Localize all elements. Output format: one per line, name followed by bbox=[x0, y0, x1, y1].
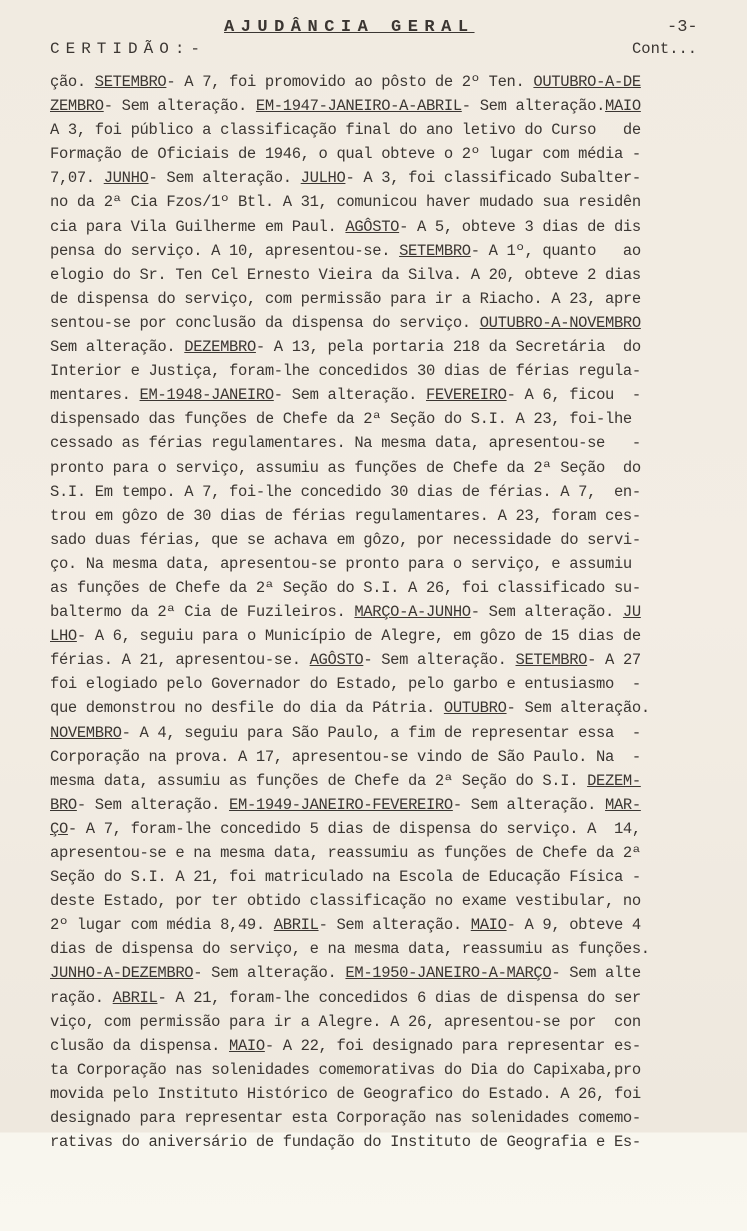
underlined-date-heading: AGÔSTO bbox=[345, 217, 400, 236]
underlined-date-heading: SETEMBRO bbox=[399, 241, 471, 260]
text-segment: - A 22, foi designado para representar es- bbox=[264, 1036, 641, 1055]
text-line bbox=[50, 407, 715, 431]
text-segment: ção. bbox=[50, 73, 95, 91]
underlined-date-heading: AGÔSTO bbox=[309, 651, 364, 670]
text-line bbox=[50, 745, 715, 769]
text-line bbox=[50, 865, 715, 889]
text-line bbox=[50, 528, 715, 552]
underlined-date-heading: DEZEMBRO bbox=[184, 338, 256, 357]
underlined-date-heading: JUNHO bbox=[103, 169, 149, 188]
text-segment: férias. A 21, apresentou-se. bbox=[50, 651, 310, 670]
text-line bbox=[50, 1130, 715, 1154]
text-segment: - A 6, ficou - bbox=[506, 386, 641, 405]
text-line bbox=[50, 600, 715, 624]
text-segment: clusão da dispensa. bbox=[50, 1036, 230, 1055]
text-segment: - A 5, obteve 3 dias de dis bbox=[399, 217, 641, 236]
text-segment: ço. Na mesma data, apresentou-se pronto para o serviço, e assumiu bbox=[50, 554, 632, 573]
text-segment: foi elogiado pelo Governador do Estado, pelo garbo e entusiasmo - bbox=[50, 675, 641, 694]
text-line bbox=[50, 672, 715, 696]
text-line bbox=[50, 335, 715, 359]
underlined-date-heading: NOVEMBRO bbox=[50, 723, 122, 742]
text-segment: elogio do Sr. Ten Cel Ernesto Vieira da Silva. A 20, obteve 2 dias bbox=[50, 265, 641, 284]
underlined-date-heading: MARÇO-A-JUNHO bbox=[354, 603, 471, 622]
underlined-date-heading: JULHO bbox=[300, 169, 346, 188]
underlined-date-heading: OUTUBRO-A-DE bbox=[533, 73, 641, 91]
text-segment: Corporação na prova. A 17, apresentou-se vindo de São Paulo. Na - bbox=[50, 747, 641, 766]
text-line bbox=[50, 359, 715, 383]
text-line bbox=[50, 817, 715, 841]
text-line bbox=[50, 166, 715, 190]
text-line bbox=[50, 118, 715, 142]
text-segment: Sem alteração. bbox=[50, 338, 185, 357]
text-segment: - Sem alteração. bbox=[103, 97, 256, 116]
underlined-date-heading: ÇO bbox=[50, 819, 68, 838]
section-label: CERTIDÃO:- bbox=[50, 40, 207, 58]
text-segment: - Sem alteração. bbox=[452, 795, 606, 814]
text-segment: no da 2ª Cia Fzos/1º Btl. A 31, comunicou haver mudado sua residên bbox=[50, 193, 641, 212]
text-segment: - Sem alteração. bbox=[148, 169, 301, 188]
document-title: AJUDÂNCIA GERAL bbox=[224, 18, 475, 37]
text-line bbox=[50, 94, 715, 118]
text-line bbox=[50, 239, 715, 263]
text-segment: deste Estado, por ter obtido classificação no exame vestibular, no bbox=[50, 892, 641, 911]
text-line bbox=[50, 215, 715, 239]
text-line bbox=[50, 287, 715, 311]
underlined-date-heading: BRO bbox=[50, 795, 77, 814]
underlined-date-heading: SETEMBRO bbox=[94, 73, 167, 91]
text-segment: apresentou-se e na mesma data, reassumiu as funções de Chefe da 2ª bbox=[50, 844, 641, 862]
text-segment: ração. bbox=[50, 988, 113, 1007]
text-segment: pronto para o serviço, assumiu as funções de Chefe da 2ª Seção do bbox=[50, 458, 641, 477]
text-line bbox=[50, 70, 715, 94]
text-segment: trou em gôzo de 30 dias de férias regulamentares. A 23, foram ces- bbox=[50, 506, 641, 525]
text-segment: dispensado das funções de Chefe da 2ª Seção do S.I. A 23, foi-lhe bbox=[50, 410, 632, 429]
text-segment: - Sem alteração. bbox=[273, 386, 426, 405]
text-segment: - A 3, foi classificado Subalter- bbox=[345, 169, 641, 188]
text-segment: - Sem alteração. bbox=[461, 97, 606, 116]
text-segment: rativas do aniversário de fundação do Instituto de Geografia e Es- bbox=[50, 1133, 641, 1152]
underlined-date-heading: EM-1948-JANEIRO bbox=[139, 386, 274, 405]
underlined-date-heading: JU bbox=[622, 603, 641, 622]
text-segment: cia para Vila Guilherme em Paul. bbox=[50, 217, 346, 236]
text-segment: - A 27 bbox=[587, 651, 641, 670]
text-segment: - Sem alte bbox=[551, 964, 641, 983]
underlined-date-heading: JUNHO-A-DEZEMBRO bbox=[50, 964, 194, 983]
text-segment: S.I. Em tempo. A 7, foi-lhe concedido 30 dias de férias. A 7, en- bbox=[50, 482, 641, 501]
underlined-date-heading: MAR- bbox=[605, 795, 641, 814]
text-line bbox=[50, 576, 715, 600]
text-line bbox=[50, 263, 715, 287]
text-line bbox=[50, 769, 715, 793]
underlined-date-heading: ZEMBRO bbox=[50, 97, 104, 116]
text-segment: que demonstrou no desfile do dia da Pátria. bbox=[50, 699, 444, 718]
text-segment: ta Corporação nas solenidades comemorativas do Dia do Capixaba,pro bbox=[50, 1060, 641, 1079]
underlined-date-heading: SETEMBRO bbox=[515, 651, 588, 670]
text-line bbox=[50, 1082, 715, 1106]
text-segment: viço, com permissão para ir a Alegre. A 26, apresentou-se por con bbox=[50, 1012, 641, 1031]
text-segment: sado duas férias, que se achava em gôzo, por necessidade do servi- bbox=[50, 530, 641, 549]
text-segment: - Sem alteração. bbox=[470, 603, 623, 622]
underlined-date-heading: ABRIL bbox=[273, 916, 319, 935]
underlined-date-heading: EM-1947-JANEIRO-A-ABRIL bbox=[255, 97, 462, 116]
text-segment: 7,07. bbox=[50, 169, 104, 188]
text-line bbox=[50, 1010, 715, 1034]
underlined-date-heading: MAIO bbox=[229, 1036, 265, 1055]
text-line bbox=[50, 383, 715, 407]
underlined-date-heading: EM-1950-JANEIRO-A-MARÇO bbox=[345, 964, 552, 983]
underlined-date-heading: ABRIL bbox=[112, 988, 158, 1007]
text-line bbox=[50, 986, 715, 1010]
text-segment: - A 7, foram-lhe concedido 5 dias de dispensa do serviço. A 14, bbox=[67, 819, 641, 838]
text-line bbox=[50, 1058, 715, 1082]
text-segment: as funções de Chefe da 2ª Seção do S.I. A 26, foi classificado su- bbox=[50, 578, 641, 597]
text-segment: - Sem alteração. bbox=[193, 964, 346, 983]
underlined-date-heading: FEVEREIRO bbox=[425, 386, 507, 405]
text-segment: A 3, foi público a classificação final do ano letivo do Curso de bbox=[50, 121, 641, 140]
text-line bbox=[50, 961, 715, 985]
document-header bbox=[0, 18, 747, 58]
underlined-date-heading: MAIO bbox=[605, 97, 641, 116]
page-number: -3- bbox=[667, 18, 698, 37]
text-line bbox=[50, 913, 715, 937]
text-line bbox=[50, 624, 715, 648]
text-segment: pensa do serviço. A 10, apresentou-se. bbox=[50, 241, 400, 260]
text-segment: - A 6, seguiu para o Município de Alegre, em gôzo de 15 dias de bbox=[76, 627, 641, 646]
text-segment: - Sem alteração. bbox=[76, 795, 230, 814]
text-segment: Seção do S.I. A 21, foi matriculado na Escola de Educação Física - bbox=[50, 868, 641, 887]
text-line bbox=[50, 1034, 715, 1058]
text-line bbox=[50, 456, 715, 480]
text-segment: - Sem alteração. bbox=[318, 916, 471, 935]
text-line bbox=[50, 552, 715, 576]
text-segment: - Sem alteração. bbox=[506, 699, 650, 718]
text-line bbox=[50, 190, 715, 214]
text-line bbox=[50, 1106, 715, 1130]
text-segment: sentou-se por conclusão da dispensa do serviço. bbox=[50, 313, 480, 332]
text-line bbox=[50, 889, 715, 913]
text-line bbox=[50, 721, 715, 745]
document-body bbox=[50, 70, 715, 1154]
underlined-date-heading: MAIO bbox=[470, 916, 507, 935]
text-line bbox=[50, 480, 715, 504]
text-line bbox=[50, 431, 715, 455]
underlined-date-heading: OUTUBRO bbox=[443, 699, 507, 718]
text-segment: de dispensa do serviço, com permissão para ir a Riacho. A 23, apre bbox=[50, 289, 641, 308]
text-segment: - A 13, pela portaria 218 da Secretária do bbox=[255, 338, 641, 357]
text-line bbox=[50, 793, 715, 817]
text-segment: - A 7, foi promovido ao pôsto de 2º Ten. bbox=[166, 73, 534, 91]
text-segment: 2º lugar com média 8,49. bbox=[50, 916, 274, 935]
text-segment: Interior e Justiça, foram-lhe concedidos 30 dias de férias regula- bbox=[50, 362, 641, 381]
text-line bbox=[50, 937, 715, 961]
underlined-date-heading: LHO bbox=[50, 627, 77, 646]
text-segment: Formação de Oficiais de 1946, o qual obteve o 2º lugar com média - bbox=[50, 145, 641, 164]
text-segment: baltermo da 2ª Cia de Fuzileiros. bbox=[50, 603, 355, 622]
text-line bbox=[50, 841, 715, 865]
continued-label: Cont... bbox=[632, 40, 698, 58]
text-segment: - A 21, foram-lhe concedidos 6 dias de dispensa do ser bbox=[157, 988, 641, 1007]
underlined-date-heading: EM-1949-JANEIRO-FEVEREIRO bbox=[229, 795, 453, 814]
text-line bbox=[50, 504, 715, 528]
text-segment: - A 9, obteve 4 bbox=[506, 916, 641, 935]
text-segment: mesma data, assumiu as funções de Chefe da 2ª Seção do S.I. bbox=[50, 771, 588, 790]
text-segment: mentares. bbox=[50, 386, 140, 405]
text-segment: cessado as férias regulamentares. Na mesma data, apresentou-se - bbox=[50, 434, 641, 453]
text-segment: - Sem alteração. bbox=[363, 651, 516, 670]
text-segment: designado para representar esta Corporação nas solenidades comemo- bbox=[50, 1109, 641, 1128]
underlined-date-heading: DEZEM- bbox=[587, 771, 641, 790]
text-line bbox=[50, 311, 715, 335]
text-segment: - A 1º, quanto ao bbox=[470, 241, 641, 260]
underlined-date-heading: OUTUBRO-A-NOVEMBRO bbox=[479, 313, 641, 332]
text-segment: movida pelo Instituto Histórico de Geografico do Estado. A 26, foi bbox=[50, 1084, 641, 1103]
text-line bbox=[50, 648, 715, 672]
text-line bbox=[50, 696, 715, 720]
text-line bbox=[50, 142, 715, 166]
text-segment: dias de dispensa do serviço, e na mesma data, reassumiu as funções. bbox=[50, 940, 650, 959]
text-segment: - A 4, seguiu para São Paulo, a fim de representar essa - bbox=[121, 723, 641, 742]
